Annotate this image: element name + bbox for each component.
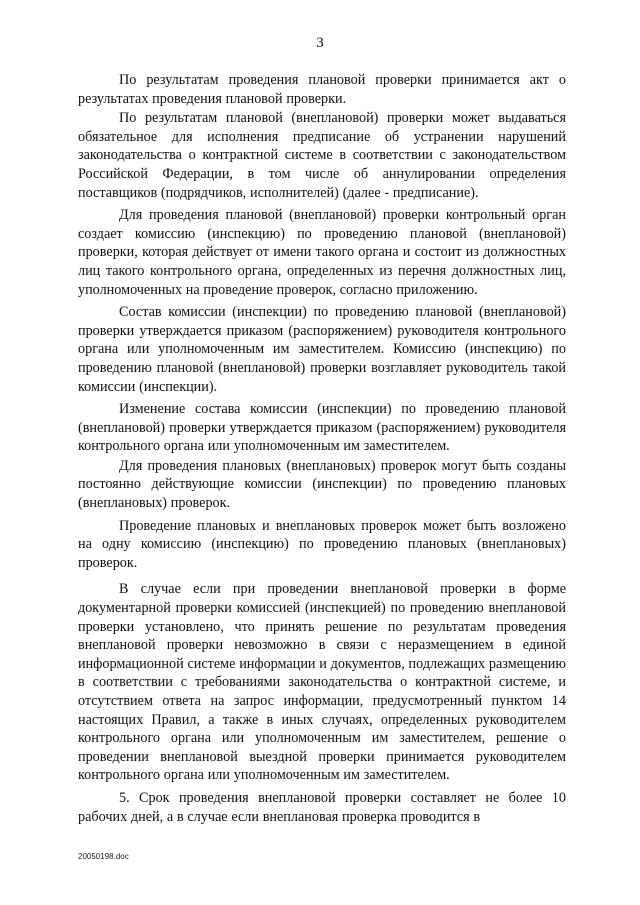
paragraph-single-commission: Проведение плановых и внеплановых проверок может быть возложено на одну комиссию (инспекцию) по проведению плановых (внеплановых) проверок.: [78, 517, 566, 571]
paragraph-onsite-inspection: В случае если при проведении внеплановой проверки в форме документарной проверки комиссией (инспекцией) по проведению внеплановой проверки установлено, что принять решение по результатам проведения внеплановой проверки невозможно в связи с неразмещением в единой информационной системе информации и документов, подлежащих размещению в соответствии с требованиями законодательства о контрактной системе, и отсутствием ответа на запрос информации, предусмотренный пунктом 14 настоящих Правил, а также в иных случаях, определенных руководителем контрольного органа или уполномоченным им заместителем, решение о проведении внеплановой выездной проверки принимается руководителем контрольного органа или уполномоченным им заместителем.: [78, 581, 566, 784]
paragraph-commission-composition: Состав комиссии (инспекции) по проведению плановой (внеплановой) проверки утверждается приказом (распоряжением) руководителя контрольного органа или уполномоченным им заместителем. Комиссию (инспекцию) по проведению плановой (внеплановой) проверки возглавляет руководитель такой комиссии (инспекции).: [78, 304, 566, 395]
page-number: 3: [316, 35, 324, 51]
paragraph-permanent-commissions: Для проведения плановых (внеплановых) проверок могут быть созданы постоянно действующие комиссии (инспекции) по проведению плановых (внеплановых) проверок.: [78, 457, 566, 512]
paragraph-commission-creation: Для проведения плановой (внеплановой) проверки контрольный орган создает комиссию (инспекцию) по проведению плановой (внеплановой) проверки, которая действует от имени такого органа и состоит из должностных лиц такого контрольного органа, определенных из перечня должностных лиц, уполномоченных на проведение проверок, согласно приложению.: [78, 207, 566, 298]
paragraph-act-results: По результатам проведения плановой проверки принимается акт о результатах проведения плановой проверки.: [78, 72, 566, 107]
paragraph-prescription: По результатам плановой (внеплановой) проверки может выдаваться обязательное для исполнения предписание об устранении нарушений законодательства о контрактной системе в соответствии с законодательством Российской Федерации, в том числе об аннулировании определения поставщиков (подрядчиков, исполнителей) (далее - предписание).: [78, 110, 566, 201]
paragraph-composition-change: Изменение состава комиссии (инспекции) по проведению плановой (внеплановой) проверки утверждается приказом (распоряжением) руководителя контрольного органа или уполномоченным им заместителем.: [78, 401, 566, 455]
paragraph-inspection-term: 5. Срок проведения внеплановой проверки составляет не более 10 рабочих дней, а в случае если внеплановая проверка проводится в: [78, 789, 566, 825]
document-body: [78, 71, 566, 827]
file-name-footer: 20050198.doc: [78, 852, 129, 861]
